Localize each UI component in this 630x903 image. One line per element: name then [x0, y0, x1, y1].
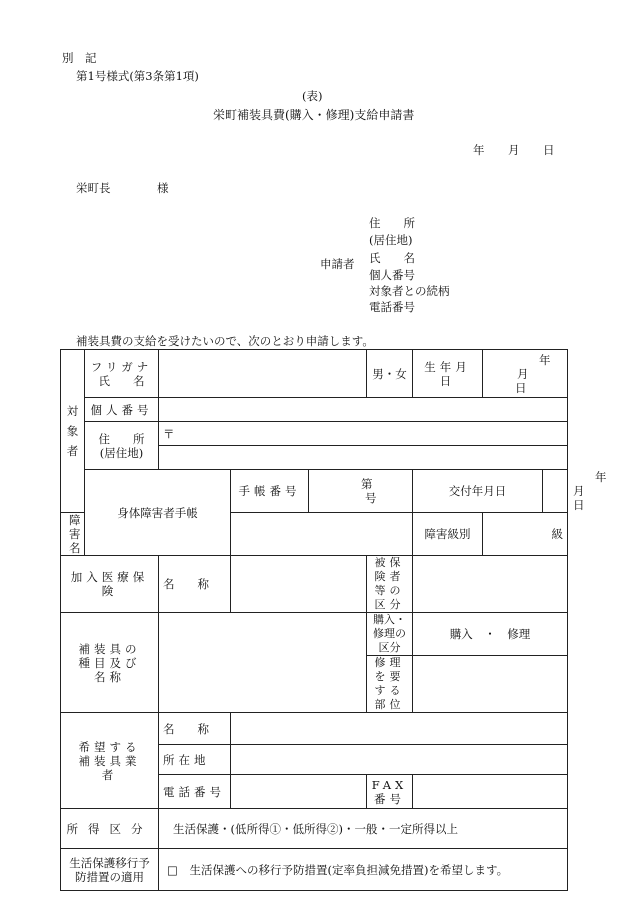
form-number: 第1号様式(第3条第1項)	[76, 69, 199, 83]
subject-section-label: 対 象 者	[61, 350, 85, 513]
issue-date-label: 交付年月日	[413, 470, 543, 513]
document-title: 栄町補装具費(購入・修理)支給申請書	[213, 108, 415, 122]
transition-section-label: 生活保護移行予防措置の適用	[61, 849, 159, 891]
disability-grade-field[interactable]: 級	[483, 513, 568, 556]
honorific: 様	[157, 181, 169, 195]
purchase-repair-field[interactable]: 購入 ・ 修理	[413, 613, 568, 656]
vendor-location-field[interactable]	[231, 745, 568, 775]
date-day: 日	[543, 143, 555, 157]
vendor-phone-label: 電話番号	[159, 775, 231, 809]
subject-address-field[interactable]	[159, 446, 568, 470]
vendor-fax-field[interactable]	[413, 775, 568, 809]
intro-text: 補装具費の支給を受けたいので、次のとおり申請します。	[76, 334, 374, 348]
device-name-field[interactable]	[159, 613, 367, 713]
transition-text: 生活保護への移行予防措置(定率負担減免措置)を希望します。	[189, 862, 509, 877]
birthdate-label: 生年月日	[413, 350, 483, 398]
applicant-label: 申請者	[320, 257, 355, 271]
addressee: 栄町長	[76, 181, 111, 195]
subject-name-field[interactable]	[159, 350, 367, 398]
vendor-location-label: 所在地	[159, 745, 231, 775]
annex-label: 別 記	[62, 51, 97, 65]
disability-name-field[interactable]	[231, 513, 413, 556]
date-month: 月	[508, 143, 520, 157]
income-section-label: 所得区分	[61, 809, 159, 849]
insurance-section-label: 加入医療保険	[61, 556, 159, 613]
applicant-relation-label: 対象者との続柄	[369, 284, 450, 298]
applicant-address-label: 住 所	[369, 216, 415, 230]
purchase-repair-label: 購入・修理の区分	[367, 613, 413, 656]
application-table	[60, 349, 607, 891]
insurance-name-field[interactable]	[231, 556, 367, 613]
insurance-name-label: 名 称	[159, 556, 231, 613]
applicant-address-sub: (居住地)	[369, 233, 413, 247]
transition-field	[159, 849, 568, 891]
insured-category-field[interactable]	[413, 556, 568, 613]
disability-name-label: 障害名	[61, 513, 85, 556]
applicant-name-label: 氏 名	[369, 251, 415, 265]
device-section-label: 補装具の種目及び名称	[61, 613, 159, 713]
vendor-phone-field[interactable]	[231, 775, 367, 809]
applicant-personal-number-label: 個人番号	[369, 268, 415, 282]
furigana-name-label: フリガナ 氏 名	[85, 350, 159, 398]
gender-field[interactable]: 男・女	[367, 350, 413, 398]
birthdate-field[interactable]: 年 月 日	[483, 350, 568, 398]
disability-grade-label: 障害級別	[413, 513, 483, 556]
insured-category-label: 被保険者等の区分	[367, 556, 413, 613]
vendor-section-label: 希望する補装具業者	[61, 713, 159, 809]
vendor-name-field[interactable]	[231, 713, 568, 745]
repair-part-label: 修理を要する部位	[367, 656, 413, 713]
vendor-fax-label: FAX番号	[367, 775, 413, 809]
handbook-number-label: 手帳番号	[231, 470, 309, 513]
subject-personal-number-label: 個人番号	[85, 398, 159, 422]
handbook-section-label: 身体障害者手帳	[85, 470, 231, 556]
applicant-phone-label: 電話番号	[369, 300, 415, 314]
income-category-field[interactable]: 生活保護・(低所得①・低所得②)・一般・一定所得以上	[159, 809, 568, 849]
subject-personal-number-field[interactable]	[159, 398, 568, 422]
postal-code-field[interactable]: 〒	[159, 422, 568, 446]
transition-checkbox[interactable]: □	[167, 862, 178, 877]
issue-date-field[interactable]: 年 月 日	[543, 470, 568, 513]
subject-address-label: 住 所 (居住地)	[85, 422, 159, 470]
handbook-number-field[interactable]: 第 号	[309, 470, 413, 513]
date-year: 年	[473, 143, 485, 157]
vendor-name-label: 名 称	[159, 713, 231, 745]
omote-label: (表)	[302, 89, 323, 103]
repair-part-field[interactable]	[413, 656, 568, 713]
